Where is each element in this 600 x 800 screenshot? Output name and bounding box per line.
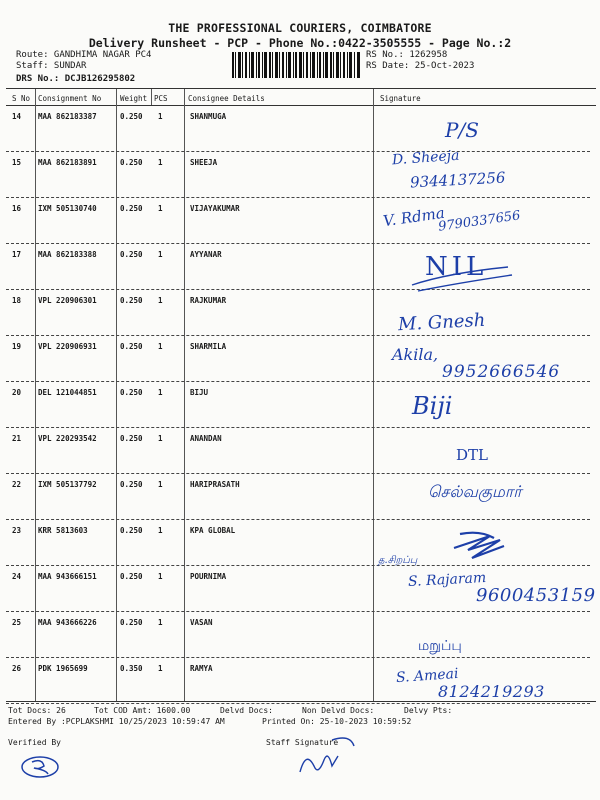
row-consignee: POURNIMA: [190, 572, 227, 581]
row-separator: [6, 519, 590, 520]
drs-number: DRS No.: DCJB126295802: [16, 74, 136, 84]
col-divider: [151, 89, 152, 105]
rs-number: RS No.: 1262958: [366, 50, 448, 60]
signature-26-name: S. Ameai: [395, 665, 459, 687]
col-pcs: PCS: [154, 94, 168, 103]
row-separator: [6, 657, 590, 658]
row-pcs: 1: [158, 664, 163, 673]
table-header-rule: [6, 105, 596, 106]
row-weight: 0.250: [120, 434, 143, 443]
row-pcs: 1: [158, 112, 163, 121]
row-consignee: RAMYA: [190, 664, 213, 673]
row-sno: 18: [12, 296, 22, 305]
row-consignee: SHEEJA: [190, 158, 218, 167]
staff-label: Staff: SUNDAR: [16, 61, 87, 71]
row-consignee: HARIPRASATH: [190, 480, 240, 489]
row-separator: [6, 151, 590, 152]
row-separator: [6, 473, 590, 474]
row-separator: [6, 335, 590, 336]
signature-19-phone: 9952666546: [442, 362, 561, 382]
row-pcs: 1: [158, 526, 163, 535]
signature-15-phone: 9344137256: [409, 168, 506, 192]
route-label: Route: GANDHIMA NAGAR PC4: [16, 50, 152, 60]
row-sno: 26: [12, 664, 22, 673]
col-divider: [373, 89, 374, 701]
row-weight: 0.250: [120, 526, 143, 535]
row-consignment-no: DEL 121044851: [38, 388, 97, 397]
signature-25: மறுப்பு: [418, 638, 462, 654]
signature-18: M. Gnesh: [397, 309, 486, 336]
rs-date: RS Date: 25-Oct-2023: [366, 61, 475, 71]
signature-16-name: V. Rdma: [382, 203, 446, 231]
row-sno: 25: [12, 618, 22, 627]
row-consignee: VIJAYAKUMAR: [190, 204, 240, 213]
row-consignee: KPA GLOBAL: [190, 526, 236, 535]
signature-22: செல்வகுமார்: [428, 482, 522, 501]
staff-signature-mark: [292, 732, 362, 778]
signature-20: Biji: [412, 392, 453, 420]
row-pcs: 1: [158, 204, 163, 213]
row-consignee: RAJKUMAR: [190, 296, 227, 305]
row-separator: [6, 703, 590, 704]
signature-15-name: D. Sheeja: [391, 147, 460, 169]
row-sno: 24: [12, 572, 22, 581]
delivery-points: Delvy Pts:: [404, 706, 453, 715]
row-separator: [6, 243, 590, 244]
entered-by: Entered By :PCPLAKSHMI 10/25/2023 10:59:47 AM: [8, 717, 225, 726]
row-sno: 20: [12, 388, 22, 397]
row-pcs: 1: [158, 296, 163, 305]
row-sno: 16: [12, 204, 22, 213]
row-pcs: 1: [158, 618, 163, 627]
row-sno: 19: [12, 342, 22, 351]
row-consignment-no: VPL 220906931: [38, 342, 97, 351]
row-weight: 0.250: [120, 388, 143, 397]
row-consignment-no: MAA 943666226: [38, 618, 97, 627]
company-title: THE PROFESSIONAL COURIERS, COIMBATORE: [168, 21, 432, 35]
row-consignment-no: MAA 862183387: [38, 112, 97, 121]
row-pcs: 1: [158, 158, 163, 167]
verifier-signature-mark: [18, 752, 68, 782]
table-bottom-rule: [6, 701, 596, 702]
stamp-scribble: [450, 528, 510, 564]
row-consignee: SHARMILA: [190, 342, 227, 351]
non-delivered-docs: Non Delvd Docs:: [302, 706, 375, 715]
row-weight: 0.250: [120, 572, 143, 581]
row-consignment-no: MAA 862183388: [38, 250, 97, 259]
row-sno: 21: [12, 434, 22, 443]
signature-23: த.சிறப்பு: [378, 555, 418, 566]
row-consignee: ANANDAN: [190, 434, 222, 443]
row-pcs: 1: [158, 480, 163, 489]
signature-21: DTL: [456, 446, 488, 464]
row-consignment-no: KRR 5813603: [38, 526, 88, 535]
signature-24-phone: 9600453159: [476, 585, 596, 606]
signature-16-phone: 9790337656: [437, 208, 522, 235]
row-consignment-no: VPL 220293542: [38, 434, 97, 443]
verified-by-label: Verified By: [8, 738, 61, 747]
signature-17: NIL: [425, 252, 488, 282]
signature-19-name: Akila,: [392, 345, 439, 364]
row-weight: 0.250: [120, 112, 143, 121]
total-cod-amount: Tot COD Amt: 1600.00: [94, 706, 191, 715]
row-consignee: SHANMUGA: [190, 112, 227, 121]
col-divider: [35, 89, 36, 701]
col-sno: S No: [12, 94, 31, 103]
runsheet-subtitle: Delivery Runsheet - PCP - Phone No.:0422-3505555 - Page No.:2: [88, 36, 512, 50]
col-signature: Signature: [380, 94, 421, 103]
signature-26-phone: 8124219293: [438, 682, 545, 701]
row-consignee: VASAN: [190, 618, 213, 627]
row-sno: 22: [12, 480, 22, 489]
col-divider: [116, 89, 117, 701]
signature-17-underline-stroke: [408, 255, 518, 295]
row-consignment-no: MAA 862183891: [38, 158, 97, 167]
total-docs: Tot Docs: 26: [8, 706, 66, 715]
signature-24-name: S. Rajaram: [407, 569, 487, 591]
row-consignment-no: IXM 505130740: [38, 204, 97, 213]
row-sno: 14: [12, 112, 22, 121]
row-weight: 0.250: [120, 158, 143, 167]
row-weight: 0.250: [120, 342, 143, 351]
row-separator: [6, 565, 590, 566]
row-weight: 0.250: [120, 296, 143, 305]
row-sno: 15: [12, 158, 22, 167]
row-pcs: 1: [158, 250, 163, 259]
col-consignment: Consignment No: [38, 94, 102, 103]
row-consignment-no: IXM 505137792: [38, 480, 97, 489]
signature-14: P/S: [445, 118, 479, 142]
row-weight: 0.250: [120, 204, 143, 213]
row-pcs: 1: [158, 434, 163, 443]
table-top-rule: [6, 88, 596, 89]
row-consignee: AYYANAR: [190, 250, 222, 259]
col-consignee: Consignee Details: [188, 94, 265, 103]
row-consignment-no: PDK 1965699: [38, 664, 88, 673]
row-sno: 17: [12, 250, 22, 259]
row-separator: [6, 427, 590, 428]
row-sno: 23: [12, 526, 22, 535]
row-pcs: 1: [158, 342, 163, 351]
row-pcs: 1: [158, 388, 163, 397]
row-consignee: BIJU: [190, 388, 209, 397]
row-weight: 0.250: [120, 480, 143, 489]
col-divider: [184, 89, 185, 701]
barcode-image: [232, 52, 360, 78]
row-separator: [6, 611, 590, 612]
row-weight: 0.250: [120, 250, 143, 259]
row-separator: [6, 197, 590, 198]
staff-signature-label: Staff Signature: [266, 738, 339, 747]
printed-on: Printed On: 25-10-2023 10:59:52: [262, 717, 412, 726]
col-weight: Weight: [120, 94, 148, 103]
delivered-docs: Delvd Docs:: [220, 706, 273, 715]
row-consignment-no: MAA 943666151: [38, 572, 97, 581]
row-consignment-no: VPL 220906301: [38, 296, 97, 305]
row-pcs: 1: [158, 572, 163, 581]
row-weight: 0.350: [120, 664, 143, 673]
row-weight: 0.250: [120, 618, 143, 627]
